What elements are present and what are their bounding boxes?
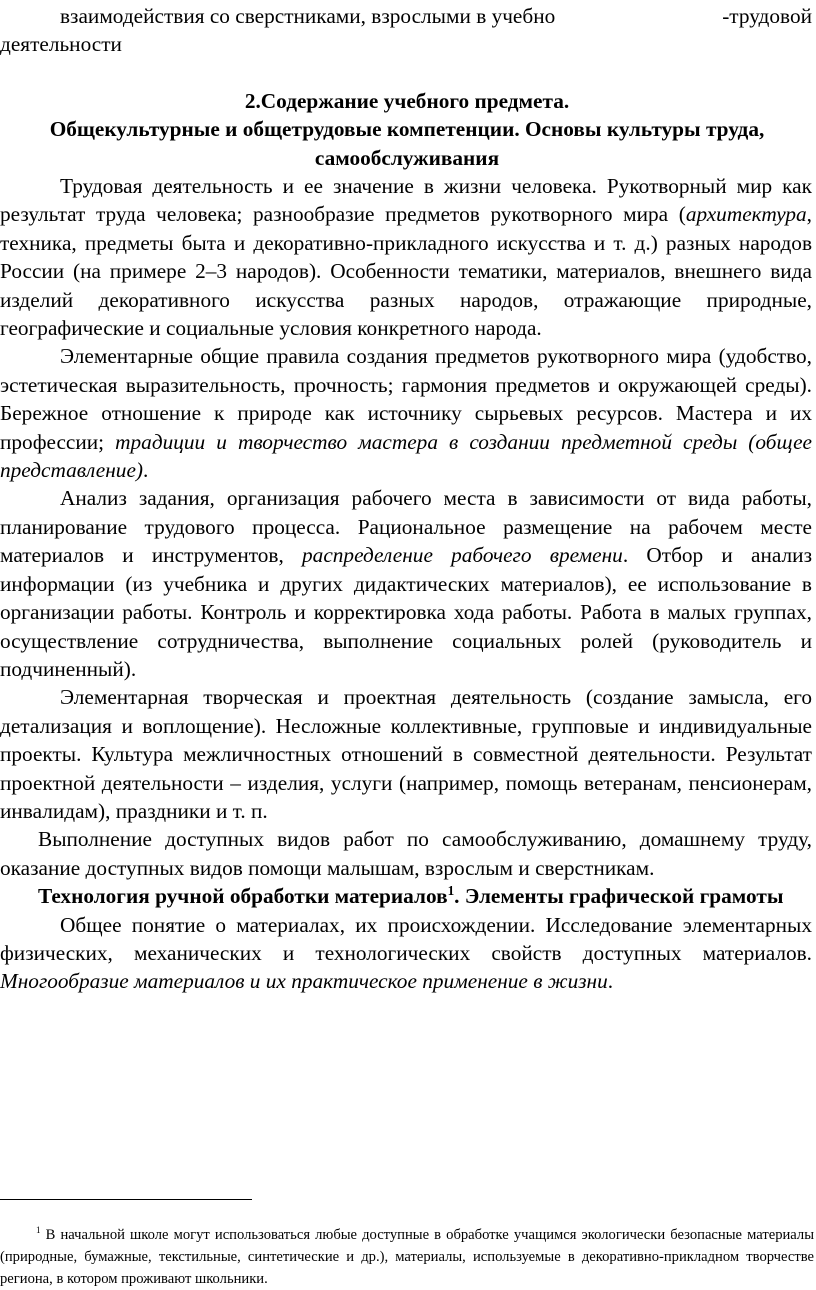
footnote-reference: 1 (447, 883, 455, 899)
footnote-separator (0, 1199, 252, 1200)
paragraph-5: Выполнение доступных видов работ по самообслуживанию, домашнему труду, оказание доступных видов помощи малышам, взрослым и сверстникам. (0, 827, 812, 880)
paragraph-2-italic: традиции и творчество мастера в создании предметной среды (общее представление) (0, 429, 812, 483)
footnote-mark: 1 (36, 1224, 41, 1235)
continued-line (0, 2, 814, 30)
paragraph-2 (0, 342, 812, 484)
paragraph-2-text-a: Элементарные общие правила создания предметов рукотворного мира (удобство, эстетическая выразительность, прочность; гармония предметов и окружающей среды). Бережное отношение к природе как источнику сырьевых ресурсов. Мастера и их профессии; (0, 344, 812, 454)
paragraph-1-text-b: , техника, предметы быта и декоративно-прикладного искусства и т. д.) разных народов России (на примере 2–3 народов). Особенности тематики, материалов, внешнего вида изделий декоративного искусства разных народов, отражающие природные, географические и социальные условия конкретного народа. (0, 202, 812, 341)
paragraph-2-text-b: . (143, 458, 149, 483)
paragraph-4: Элементарная творческая и проектная деятельность (создание замысла, его детализация и воплощение). Несложные коллективные, групповые и индивидуальные проекты. Культура межличностных отношений в совместной деятельности. Результат проектной деятельности – изделия, услуги (например, помощь ветеранам, пенсионерам, инвалидам), праздники и т. п. (0, 685, 812, 823)
paragraph-3-italic: распределение рабочего времени (302, 543, 623, 568)
paragraph-1 (0, 172, 812, 342)
continued-line-left: взаимодействия со сверстниками, взрослыми в учебно (60, 4, 556, 28)
paragraph-6-text-a: Общее понятие о материалах, их происхождении. Исследование элементарных физических, механических и технологических свойств доступных материалов. (0, 912, 812, 965)
subsection-heading-text-a: Технология ручной обработки материалов (38, 884, 448, 909)
section-heading: 2.Содержание учебного предмета. (244, 88, 570, 113)
continued-line-end: деятельности (0, 32, 122, 57)
paragraph-1-italic: архитектура (685, 202, 807, 227)
continued-line-right: -трудовой (722, 4, 812, 28)
text-body (0, 2, 814, 996)
paragraph-3-text-a: Анализ задания, организация рабочего места в зависимости от вида работы, планирование трудового процесса. Рациональное размещение на рабочем месте материалов и инструментов, (0, 486, 812, 568)
footnote (0, 1224, 814, 1290)
section-subheading: Общекультурные и общетрудовые компетенции. Основы культуры труда, самообслуживания (49, 117, 765, 170)
paragraph-1-text-a: Трудовая деятельность и ее значение в жизни человека. Рукотворный мир как результат труда человека; разнообразие предметов рукотворного мира ( (0, 174, 812, 227)
subsection-heading-text-b: . Элементы графической грамоты (454, 884, 784, 909)
paragraph-3-text-b: . Отбор и анализ информации (из учебника и других дидактических материалов), ее использование в организации работы. Контроль и корректировка хода работы. Работа в малых группах, осуществление сотрудничества, выполнение социальных ролей (руководитель и подчиненный). (0, 543, 812, 681)
footnote-text: В начальной школе могут использоваться любые доступные в обработке учащимся экологически безопасные материалы (природные, бумажные, текстильные, синтетические и др.), материалы, используемые в декоративно-прикладном творчестве региона, в котором проживают школьники. (0, 1226, 814, 1287)
subsection-heading (0, 882, 812, 910)
paragraph-3 (0, 484, 812, 683)
paragraph-6 (0, 911, 812, 996)
paragraph-6-italic: Многообразие материалов и их практическое применение в жизни (0, 969, 608, 994)
paragraph-6-text-b: . (607, 969, 614, 994)
